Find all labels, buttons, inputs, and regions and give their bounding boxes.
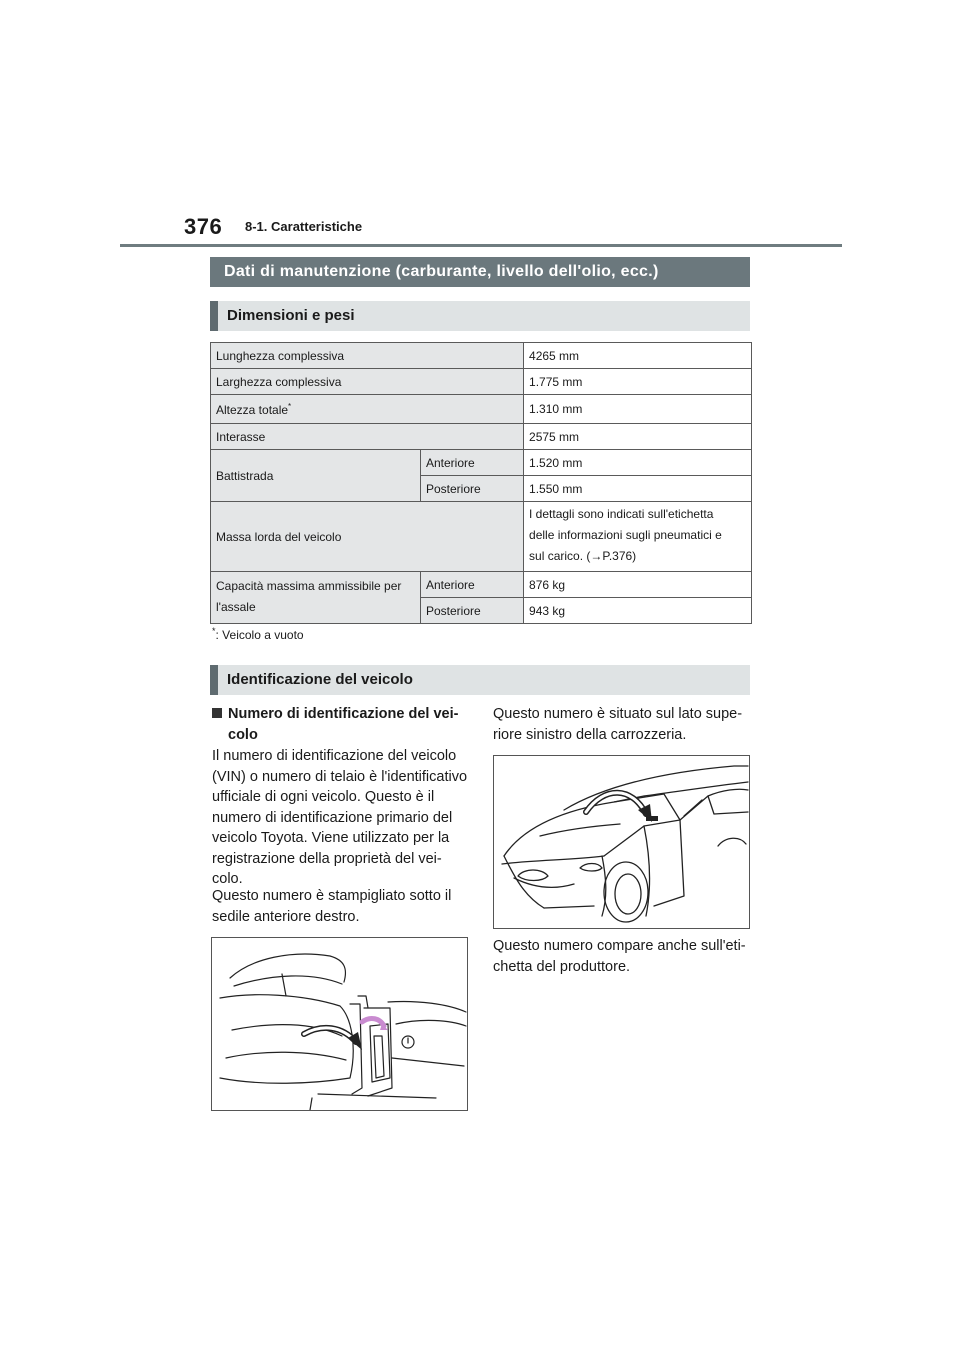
body-location-paragraph [493, 704, 751, 745]
text-line: Questo numero è stampigliato sotto il [212, 888, 452, 904]
table-cell-label [211, 395, 524, 424]
axle-label-line: l'assale [216, 599, 256, 614]
table-cell-label: Massa lorda del veicolo [211, 502, 524, 572]
text-line: colo. [212, 871, 243, 887]
dimensions-heading: Dimensioni e pesi [210, 301, 750, 331]
table-cell-sublabel: Anteriore [421, 450, 524, 476]
text-line: Questo numero è situato sul lato supe- [493, 706, 743, 722]
text-line: Questo numero compare anche sull'eti- [493, 938, 746, 954]
bullet-square-icon [212, 708, 222, 718]
table-cell-value: 1.550 mm [524, 476, 752, 502]
table-cell-label: Lunghezza complessiva [211, 343, 524, 369]
text-line: chetta del produttore. [493, 958, 631, 975]
breadcrumb: 8-1. Caratteristiche [245, 219, 363, 234]
page-number: 376 [184, 214, 223, 239]
table-cell-label: Battistrada [211, 450, 421, 502]
section-title: Dati di manutenzione (carburante, livello dell'olio, ecc.) [210, 257, 750, 287]
table-cell-value: 943 kg [524, 598, 752, 624]
table-cell-value: 1.520 mm [524, 450, 752, 476]
vin-heading [212, 704, 467, 745]
table-row [211, 369, 752, 395]
table-cell-sublabel: Posteriore [421, 476, 524, 502]
header-divider [120, 244, 842, 247]
text-line: ufficiale di ogni veicolo. Questo è il [212, 789, 435, 805]
text-line: Il numero di identificazione del veicolo [212, 748, 457, 764]
text-line: riore sinistro della carrozzeria. [493, 726, 687, 743]
seat-drawing [212, 938, 467, 1110]
footnote [212, 626, 304, 642]
footnote-marker: * [288, 401, 292, 411]
car-vin-illustration [493, 755, 750, 929]
table-row [211, 502, 752, 572]
seat-location-paragraph [212, 886, 472, 927]
table-cell-value [524, 502, 752, 572]
text-line: numero di identificazione primario del [212, 809, 453, 826]
identification-heading: Identificazione del veicolo [210, 665, 750, 695]
gross-mass-note-line: sul carico. (→P.376) [529, 549, 637, 563]
table-cell-label [211, 572, 421, 624]
table-cell-value: 4265 mm [524, 343, 752, 369]
text-line: sedile anteriore destro. [212, 908, 360, 925]
table-row [211, 450, 752, 476]
table-row [211, 395, 752, 424]
seat-vin-illustration [211, 937, 468, 1111]
gross-mass-note-line: delle informazioni sugli pneumatici e [529, 528, 722, 542]
table-row [211, 424, 752, 450]
vin-heading-line: colo [228, 726, 258, 743]
text-line: registrazione della proprietà del vei- [212, 850, 442, 867]
table-cell-sublabel: Anteriore [421, 572, 524, 598]
label-paragraph [493, 936, 751, 977]
vin-paragraph [212, 746, 472, 890]
axle-label-line: Capacità massima ammissibile per [216, 578, 402, 593]
table-cell-value: 876 kg [524, 572, 752, 598]
vin-heading-line: Numero di identificazione del vei- [228, 706, 459, 722]
table-row [211, 572, 752, 598]
car-drawing [494, 756, 749, 928]
footnote-text: : Veicolo a vuoto [215, 628, 304, 642]
table-row [211, 343, 752, 369]
table-cell-label: Larghezza complessiva [211, 369, 524, 395]
text-line: (VIN) o numero di telaio è l'identificativo [212, 768, 468, 785]
table-cell-value: 1.775 mm [524, 369, 752, 395]
gross-mass-note-line: I dettagli sono indicati sull'etichetta [529, 507, 714, 521]
text-line: veicolo Toyota. Viene utilizzato per la [212, 830, 450, 846]
table-cell-sublabel: Posteriore [421, 598, 524, 624]
table-cell-value: 2575 mm [524, 424, 752, 450]
footnote-marker: * [212, 626, 216, 636]
dimensions-table [210, 342, 752, 624]
height-label-text: Altezza totale [216, 402, 289, 417]
table-cell-value: 1.310 mm [524, 395, 752, 424]
table-cell-label: Interasse [211, 424, 524, 450]
